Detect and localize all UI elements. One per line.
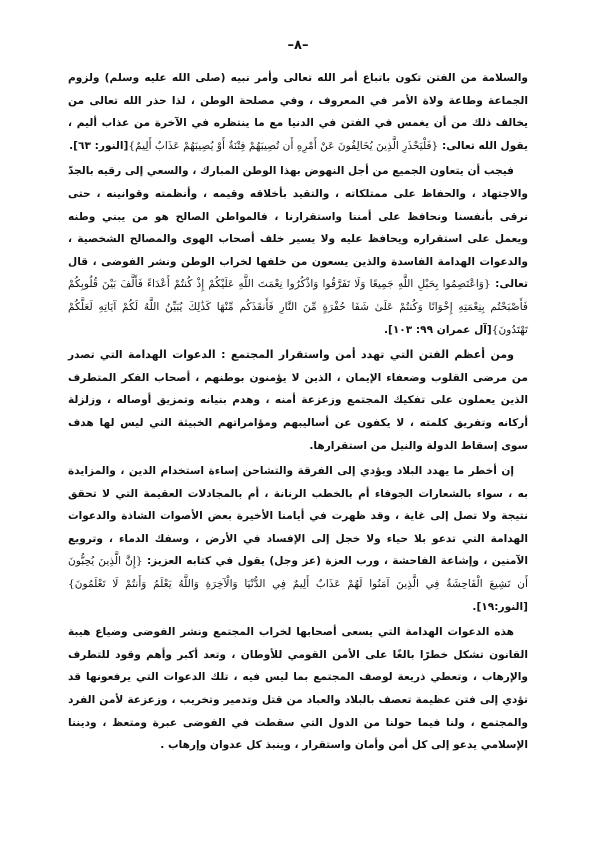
- paragraph-5-text-1: هذه الدعوات الهدامة التي يسعى أصحابها لخراب المجتمع ونشر الفوضى وضياع هيبة القانون تشكل خطرًا بالغًا على الأمن القومي للأوطان ، وتعد أكبر وأهم وقود للتطرف والإرهاب ، وتعطي ذريعة لوصف المجتمع بما ليس فيه ، تلك الدعوات التي يرفعونها قد تؤدي إلى فتن عظيمة تعصف بالبلاد والعباد من قتل وتدمير وتخريب ، وزعزعة لأمن الفرد والمجتمع ، ولنا فيما حولنا من الدول التي سقطت في الفوضى عبرة ومتعظ ، وديننا الإسلامي يدعو إلى كل أمن وأمان واستقرار ، وينبذ كل عدوان وإرهاب .: [68, 626, 528, 752]
- citation-al-imran: [آل عمران ٩٩: ١٠٣].: [383, 323, 492, 336]
- paragraph-1-text-1: والسلامة من الفتن تكون باتباع أمر الله تعالى وأمر نبيه (صلى الله عليه وسلم) ولزوم الجماعة وطاعة ولاة الأمر في المعروف ، وفي مصلحة الوطن ، لذا حذر الله تعالى من يخالف ذلك من أن يغمس في الفتن في الدنيا مع ما ينتظره في الآخرة من عذاب أليم ، يقول الله تعالى:: [68, 72, 528, 152]
- paragraph-4: [68, 460, 528, 618]
- section-heading-destructive-calls: ومن أعظم الفتن التي تهدد أمن واستقرار المجتمع : الدعوات الهدامة: [122, 348, 514, 362]
- page-number: –٨–: [287, 38, 309, 53]
- paragraph-5: [68, 621, 528, 757]
- paragraph-3-text-1: التي تصدر من مرضى القلوب وضعفاء الإيمان ، الذين لا يؤمنون بوطنهم ، أصحاب الفكر المتطرف الذين يعملون على تفكيك المجتمع وزعزعة أمنه ، وهدم بنيانه وتمزيق أوصاله ، وزلزلة أركانه وتفريق كلمته ، لا يكفون عن أساليبهم ومؤامراتهم الخبيثة التي ليس لها هدف سوى إسقاط الدولة والنيل من استقرارها.: [68, 349, 528, 452]
- quran-verse-al-imran-103: {وَاعْتَصِمُوا بِحَبْلِ اللَّهِ جَمِيعًا وَلَا تَفَرَّقُوا وَاذْكُرُوا نِعْمَتَ اللَّهِ عَلَيْكُمْ إِذْ كُنتُمْ أَعْدَاءً فَأَلَّفَ بَيْنَ قُلُوبِكُمْ فَأَصْبَحْتُم بِنِعْمَتِهِ إِخْوَانًا وَكُنتُمْ عَلَىٰ شَفَا حُفْرَةٍ مِّنَ النَّارِ فَأَنقَذَكُم مِّنْهَا كَذَٰلِكَ يُبَيِّنُ اللَّهُ لَكُمْ آيَاتِهِ لَعَلَّكُمْ تَهْتَدُونَ}: [68, 278, 528, 336]
- document-page: [68, 38, 528, 757]
- paragraph-3: [68, 344, 528, 457]
- paragraph-2: [68, 160, 528, 341]
- paragraph-2-text-1: فيجب أن يتعاون الجميع من أجل النهوض بهذا الوطن المبارك ، والسعي إلى رقيه بالجدّ والاجتهاد ، والحفاظ على ممتلكاته ، والتقيد بأخلاقه وقيمه ، وأنظمته وقوانينه ، حتى نرقى بأنفسنا ونحافظ على أمننا واستقرارنا ، فالمواطن الصالح هو من يبني وطنه ويعمل على استقراره ويحافظ عليه ولا يسير خلف أصحاب الهوى والمصالح الشخصية ، والدعوات الهدامة الفاسدة والذين يسعون من خلفها لخراب الوطن ونشر الفوضى ، قال تعالى:: [68, 165, 529, 291]
- paragraph-1: [68, 67, 528, 157]
- quran-verse-nur-19: {إِنَّ الَّذِينَ يُحِبُّونَ أَن تَشِيعَ الْفَاحِشَةُ فِي الَّذِينَ آمَنُوا لَهُمْ عَذَابٌ أَلِيمٌ فِي الدُّنْيَا وَالْآخِرَةِ وَاللَّهُ يَعْلَمُ وَأَنتُمْ لَا تَعْلَمُونَ}: [68, 555, 528, 591]
- paragraph-4-text-1: إن أخطر ما يهدد البلاد ويؤدي إلى الفرقة والتشاحن إساءة استخدام الدين ، والمزايدة به ، سواء بالشعارات الجوفاء أم بالخطب الرنانة ، أم بالمجادلات العقيمة التي لا تحقق نتيجة ولا تصل إلى غاية ، وقد ظهرت في أيامنا الأخيرة بعض الأصوات الشاذة والدعوات الهدامة التي تدعو بلا حياء ولا خجل إلى الإفساد في الأرض ، وسفك الدماء ، وترويع الآمنين ، وإشاعة الفاحشة ، ورب العزة (عز وجل) يقول في كتابه العزيز:: [68, 465, 528, 568]
- citation-nur-19: [النور:١٩].: [472, 600, 528, 613]
- citation-nur-63: [النور: ٦٣].: [69, 139, 129, 152]
- quran-verse-nur-63: {فَلْيَحْذَرِ الَّذِينَ يُخَالِفُونَ عَنْ أَمْرِهِ أَن تُصِيبَهُمْ فِتْنَةٌ أَوْ يُصِيبَهُمْ عَذَابٌ أَلِيمٌ}: [128, 139, 439, 152]
